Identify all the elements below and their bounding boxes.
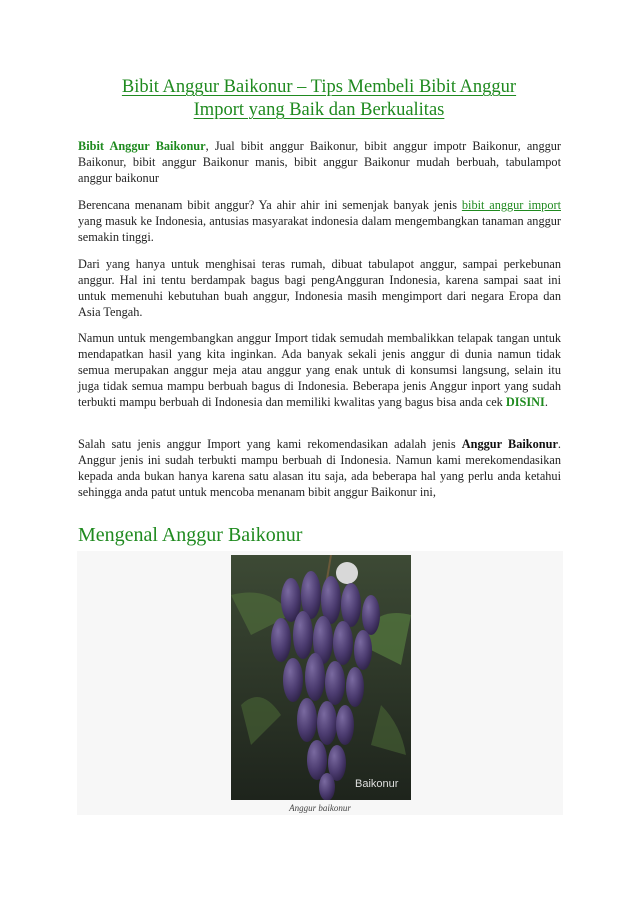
p5-before: Salah satu jenis anggur Import yang kami rekomendasikan adalah jenis <box>78 437 462 451</box>
title-line-1: Bibit Anggur Baikonur – Tips Membeli Bibit Anggur <box>121 77 517 97</box>
paragraph-4 <box>78 330 561 410</box>
paragraph-2 <box>78 197 561 245</box>
bibit-anggur-import-link[interactable]: bibit anggur import <box>461 198 561 212</box>
p2-after: yang masuk ke Indonesia, antusias masyarakat indonesia dalam mengembangkan tanaman anggur semakin tinggi. <box>78 214 561 244</box>
photo-watermark: Baikonur <box>355 778 399 790</box>
title-line-2: Import yang Baik dan Berkualitas <box>193 100 445 120</box>
p2-before: Berencana menanam bibit anggur? Ya ahir ahir ini semenjak banyak jenis <box>78 198 462 212</box>
paragraph-5 <box>78 436 561 500</box>
figure-caption: Anggur baikonur <box>289 803 351 813</box>
intro-lead: Bibit Anggur Baikonur <box>78 139 206 153</box>
anggur-baikonur-bold: Anggur Baikonur <box>461 437 558 451</box>
grape-photo <box>231 555 411 800</box>
intro-text: , Jual bibit anggur Baikonur, bibit anggur impotr Baikonur, anggur Baikonur, bibit anggur Baikonur manis, bibit anggur Baikonur mudah berbuah, tabulampot anggur baikonur <box>78 139 561 185</box>
grape-cluster-image <box>231 555 411 800</box>
section-heading: Mengenal Anggur Baikonur <box>78 524 303 546</box>
paragraph-3: Dari yang hanya untuk menghisai teras rumah, dibuat tabulapot anggur, sampai perkebunan anggur. Hal ini tentu berdampak bagus bagi pengAngguran Indonesia, karena sampai saat ini untuk memenuhi kebutuhan buah anggur, Indonesia masih mengimport dari negara Eropa dan Asia Tengah. <box>78 257 561 319</box>
p5-after: . Anggur jenis ini sudah terbukti mampu berbuah di Indonesia. Namun kami merekomendasikan kepada anda bukan hanya karena satu alasan itu saja, ada beberapa hal yang perlu anda ketahui sehingga anda patut untuk mencoba menanam bibit anggur Baikonur ini, <box>78 437 561 499</box>
p4-end: . <box>544 395 548 409</box>
disini-link[interactable]: DISINI <box>505 395 545 409</box>
page-title <box>78 76 560 122</box>
p4-text: Namun untuk mengembangkan anggur Import tidak semudah membalikkan telapak tangan untuk mendapatkan hasil yang kita inginkan. Ada banyak sekali jenis anggur di dunia namun tidak semua merupakan anggur meja atau anggur yang enak untuk di konsumsi langsung, selain itu juga tidak semua mampu berbuah bagus di Indonesia. Beberapa jenis Anggur inport yang sudah terbukti mampu berbuah di Indonesia dan memiliki kwalitas yang bagus bisa anda cek <box>78 331 561 409</box>
intro-paragraph <box>78 138 561 186</box>
